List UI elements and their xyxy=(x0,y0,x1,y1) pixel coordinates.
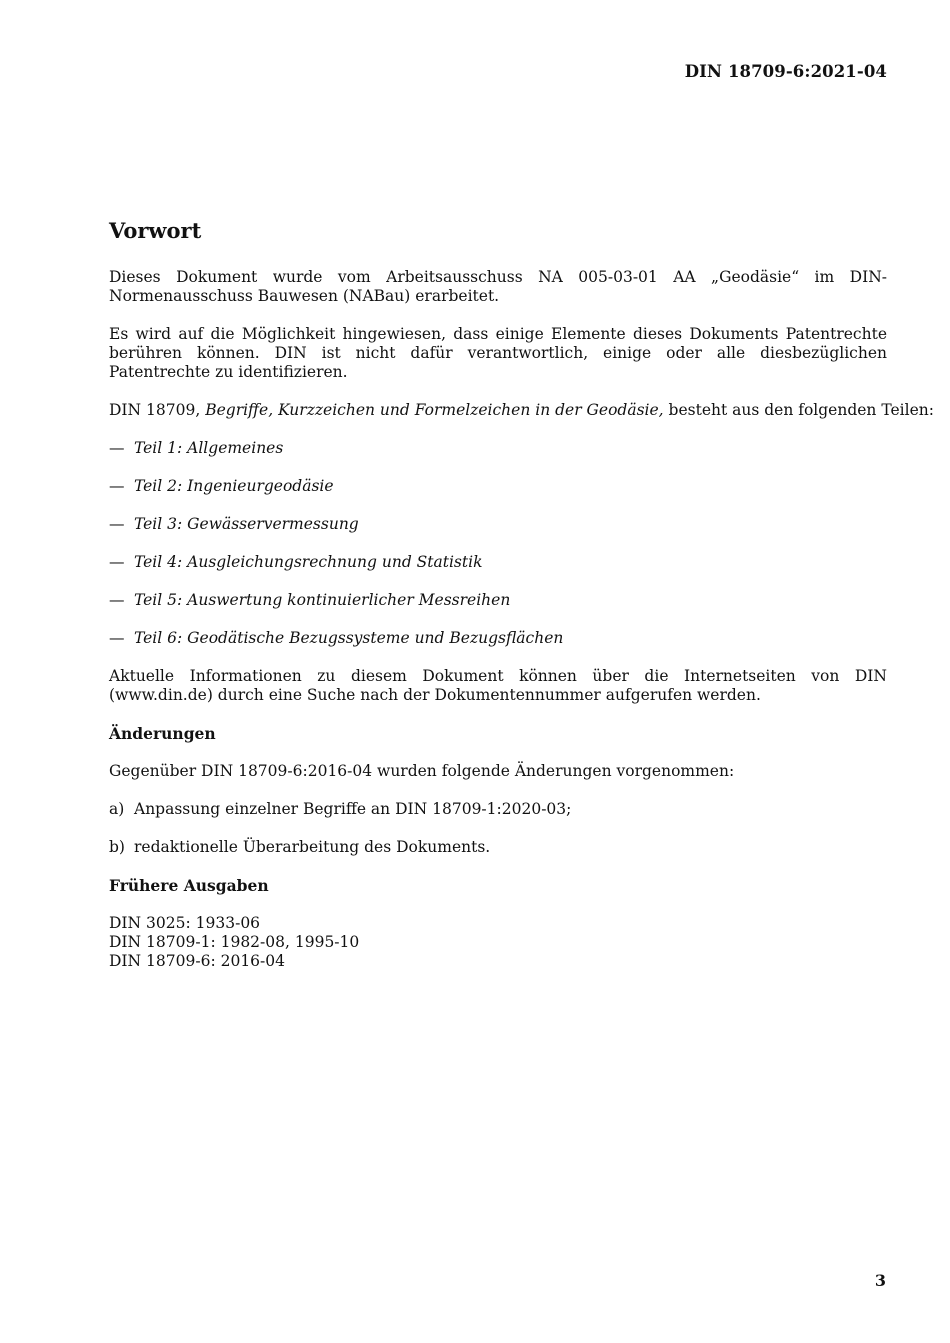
list-marker: b) xyxy=(109,838,125,856)
list-item xyxy=(109,629,887,648)
part-title: Teil 2: Ingenieurgeodäsie xyxy=(134,477,334,495)
parts-list xyxy=(109,439,887,648)
dash-marker: — xyxy=(109,439,125,457)
dash-marker: — xyxy=(109,591,125,609)
page-content xyxy=(109,216,934,971)
list-item xyxy=(109,838,887,857)
foreword-paragraph-information: Aktuelle Informationen zu diesem Dokument können über die Internetseiten von DIN (www.din.de) durch eine Suche nach der Dokumentennummer aufgerufen werden. xyxy=(109,667,887,704)
list-item xyxy=(109,477,887,496)
edition-line: DIN 18709-1: 1982-08, 1995-10 xyxy=(109,933,360,951)
part-title: Teil 1: Allgemeines xyxy=(134,439,284,457)
series-title: Begriffe, Kurzzeichen und Formelzeichen in der Geodäsie, xyxy=(205,401,664,419)
edition-line: DIN 3025: 1933-06 xyxy=(109,914,261,932)
edition-line: DIN 18709-6: 2016-04 xyxy=(109,952,286,970)
document-id: DIN 18709-6:2021-04 xyxy=(684,62,887,81)
dash-marker: — xyxy=(109,629,125,647)
changes-heading: Änderungen xyxy=(109,724,216,743)
page-number: 3 xyxy=(874,1271,886,1290)
list-item xyxy=(109,591,887,610)
dash-marker: — xyxy=(109,515,125,533)
parts-intro-prefix: DIN 18709, xyxy=(109,401,206,419)
foreword-paragraph-patents: Es wird auf die Möglichkeit hingewiesen, dass einige Elemente dieses Dokuments Patentrechte berühren können. DIN ist nicht dafür verantwortlich, einige oder alle diesbezüglichen Patentrechte zu identifizieren. xyxy=(109,325,887,381)
changes-intro: Gegenüber DIN 18709-6:2016-04 wurden folgende Änderungen vorgenommen: xyxy=(109,762,735,780)
change-text: Anpassung einzelner Begriffe an DIN 18709-1:2020-03; xyxy=(134,800,572,818)
parts-intro-suffix: besteht aus den folgenden Teilen: xyxy=(663,401,934,419)
list-item xyxy=(109,439,887,458)
list-item xyxy=(109,800,887,819)
change-text: redaktionelle Überarbeitung des Dokuments. xyxy=(134,838,491,856)
previous-editions-heading: Frühere Ausgaben xyxy=(109,876,269,895)
foreword-paragraph-committee: Dieses Dokument wurde vom Arbeitsausschuss NA 005-03-01 AA „Geodäsie“ im DIN-Normenausschuss Bauwesen (NABau) erarbeitet. xyxy=(109,268,887,305)
part-title: Teil 5: Auswertung kontinuierlicher Messreihen xyxy=(134,591,511,609)
foreword-paragraph-parts-intro xyxy=(109,401,934,420)
changes-list xyxy=(109,800,887,857)
dash-marker: — xyxy=(109,553,125,571)
foreword-title: Vorwort xyxy=(109,218,202,243)
list-marker: a) xyxy=(109,800,125,818)
previous-editions-list xyxy=(109,914,887,971)
part-title: Teil 4: Ausgleichungsrechnung und Statistik xyxy=(134,553,483,571)
part-title: Teil 6: Geodätische Bezugssysteme und Bezugsflächen xyxy=(134,629,564,647)
dash-marker: — xyxy=(109,477,125,495)
part-title: Teil 3: Gewässervermessung xyxy=(134,515,359,533)
list-item xyxy=(109,553,887,572)
list-item xyxy=(109,515,887,534)
